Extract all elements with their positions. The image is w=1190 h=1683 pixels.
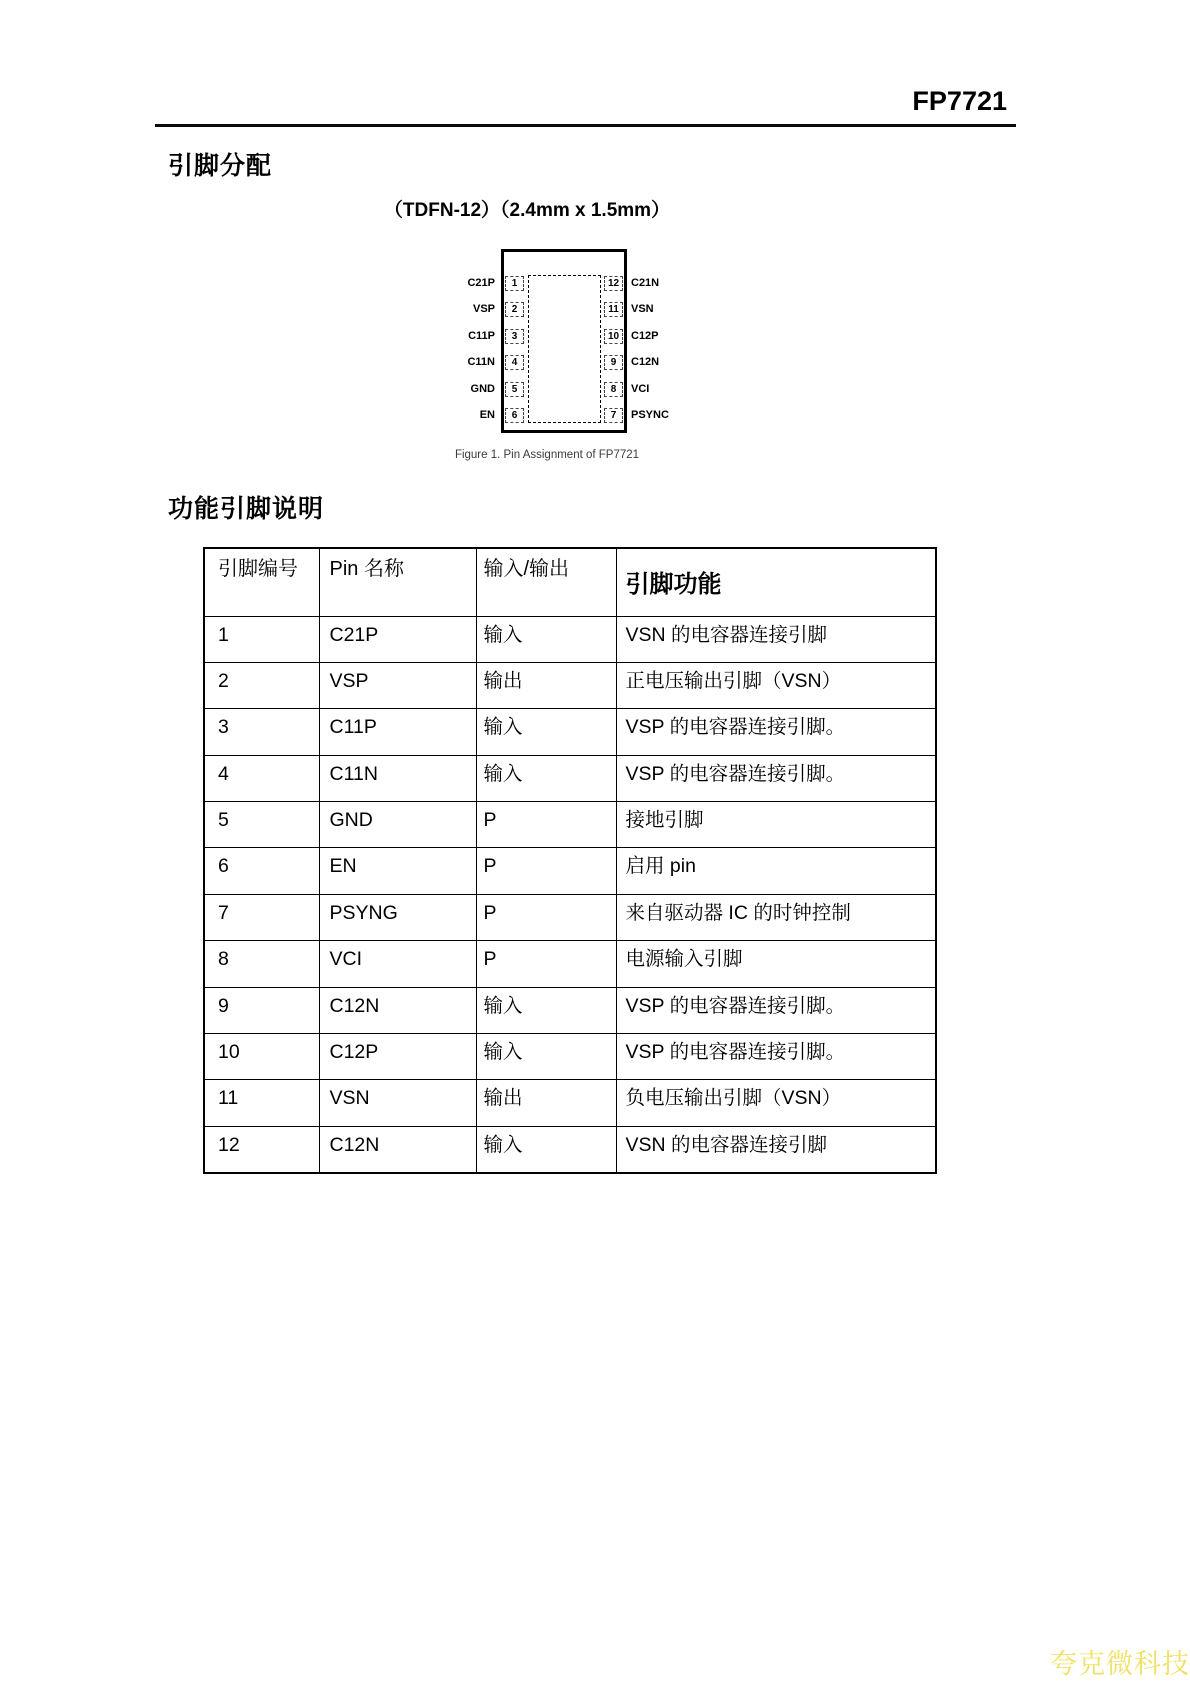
pin-box: 9: [604, 355, 623, 370]
cell-pin-number: 12: [204, 1126, 319, 1172]
cell-pin-number: 1: [204, 616, 319, 662]
cell-pin-number: 10: [204, 1034, 319, 1080]
cell-pin-function: 负电压输出引脚（VSN）: [616, 1080, 936, 1126]
pin-box: 11: [604, 302, 623, 317]
table-row: [204, 987, 936, 1033]
cell-pin-io: 输出: [476, 662, 616, 708]
table-row: [204, 662, 936, 708]
pin-label: GND: [470, 382, 495, 395]
pin-box: 7: [604, 408, 623, 423]
table-row: [204, 941, 936, 987]
cell-pin-number: 7: [204, 894, 319, 940]
table-row: [204, 755, 936, 801]
cell-pin-function: VSP 的电容器连接引脚。: [616, 755, 936, 801]
cell-pin-io: 输入: [476, 755, 616, 801]
cell-pin-function: VSP 的电容器连接引脚。: [616, 709, 936, 755]
doc-title: FP7721: [912, 86, 1007, 116]
pin-box: 3: [505, 329, 524, 344]
pin-box: 1: [505, 276, 524, 291]
cell-pin-name: C12N: [319, 987, 476, 1033]
cell-pin-number: 3: [204, 709, 319, 755]
watermark: 夸克微科技: [1050, 1649, 1190, 1679]
cell-pin-name: VSP: [319, 662, 476, 708]
table-row: [204, 709, 936, 755]
cell-pin-name: C11P: [319, 709, 476, 755]
header-pin-number: 引脚编号: [204, 548, 319, 616]
cell-pin-function: 来自驱动器 IC 的时钟控制: [616, 894, 936, 940]
cell-pin-name: C11N: [319, 755, 476, 801]
cell-pin-name: C12P: [319, 1034, 476, 1080]
section-pin-assignment-title: 引脚分配: [168, 152, 273, 180]
table-row: [204, 1080, 936, 1126]
pin-box: 2: [505, 302, 524, 317]
cell-pin-io: P: [476, 848, 616, 894]
cell-pin-function: VSN 的电容器连接引脚: [616, 1126, 936, 1172]
cell-pin-function: VSP 的电容器连接引脚。: [616, 1034, 936, 1080]
pin-box: 6: [505, 408, 524, 423]
table-row: [204, 802, 936, 848]
header-pin-io: 输入/输出: [476, 548, 616, 616]
cell-pin-name: VCI: [319, 941, 476, 987]
cell-pin-io: 输入: [476, 709, 616, 755]
pin-label: C12P: [631, 329, 659, 342]
pin-label: PSYNC: [631, 409, 669, 421]
pin-label: VSP: [472, 303, 495, 316]
cell-pin-io: P: [476, 941, 616, 987]
cell-pin-number: 8: [204, 941, 319, 987]
pin-label: EN: [479, 409, 495, 421]
cell-pin-number: 5: [204, 802, 319, 848]
cell-pin-function: 启用 pin: [616, 848, 936, 894]
cell-pin-function: VSP 的电容器连接引脚。: [616, 987, 936, 1033]
pin-label: C12N: [631, 356, 660, 369]
cell-pin-io: P: [476, 894, 616, 940]
header-pin-function: 引脚功能: [616, 548, 936, 616]
pin-label: VSN: [631, 303, 654, 316]
cell-pin-name: GND: [319, 802, 476, 848]
cell-pin-name: VSN: [319, 1080, 476, 1126]
table-row: [204, 894, 936, 940]
pin-box: 5: [505, 382, 524, 397]
section-pin-function-title: 功能引脚说明: [168, 495, 325, 523]
pin-function-table: [203, 547, 937, 1174]
pin-label: C11N: [467, 356, 495, 369]
pin-label: C21P: [467, 277, 495, 289]
table-row: [204, 848, 936, 894]
pin-label: VCI: [631, 382, 650, 395]
pin-box: 8: [604, 382, 623, 397]
cell-pin-function: 接地引脚: [616, 802, 936, 848]
cell-pin-name: EN: [319, 848, 476, 894]
package-subtitle: （TDFN-12）（2.4mm x 1.5mm）: [383, 200, 671, 221]
cell-pin-function: VSN 的电容器连接引脚: [616, 616, 936, 662]
table-header-row: [204, 548, 936, 616]
cell-pin-io: 输入: [476, 1034, 616, 1080]
cell-pin-number: 9: [204, 987, 319, 1033]
cell-pin-number: 4: [204, 755, 319, 801]
cell-pin-name: C12N: [319, 1126, 476, 1172]
figure-caption: Figure 1. Pin Assignment of FP7721: [454, 449, 640, 461]
pin-box: 4: [505, 355, 524, 370]
cell-pin-function: 正电压输出引脚（VSN）: [616, 662, 936, 708]
pin-box: 12: [604, 276, 623, 291]
header-rule: [155, 124, 1016, 127]
cell-pin-number: 11: [204, 1080, 319, 1126]
cell-pin-io: P: [476, 802, 616, 848]
cell-pin-io: 输入: [476, 1126, 616, 1172]
pin-box: 10: [604, 329, 623, 344]
table-row: [204, 1034, 936, 1080]
header-pin-name: Pin 名称: [319, 548, 476, 616]
cell-pin-name: C21P: [319, 616, 476, 662]
table-row: [204, 1126, 936, 1172]
cell-pin-io: 输入: [476, 987, 616, 1033]
cell-pin-name: PSYNG: [319, 894, 476, 940]
table-row: [204, 616, 936, 662]
pin-label: C11P: [468, 329, 495, 342]
cell-pin-io: 输入: [476, 616, 616, 662]
exposed-pad: [528, 275, 601, 423]
pin-label: C21N: [631, 277, 660, 289]
cell-pin-number: 6: [204, 848, 319, 894]
cell-pin-function: 电源输入引脚: [616, 941, 936, 987]
cell-pin-io: 输出: [476, 1080, 616, 1126]
cell-pin-number: 2: [204, 662, 319, 708]
